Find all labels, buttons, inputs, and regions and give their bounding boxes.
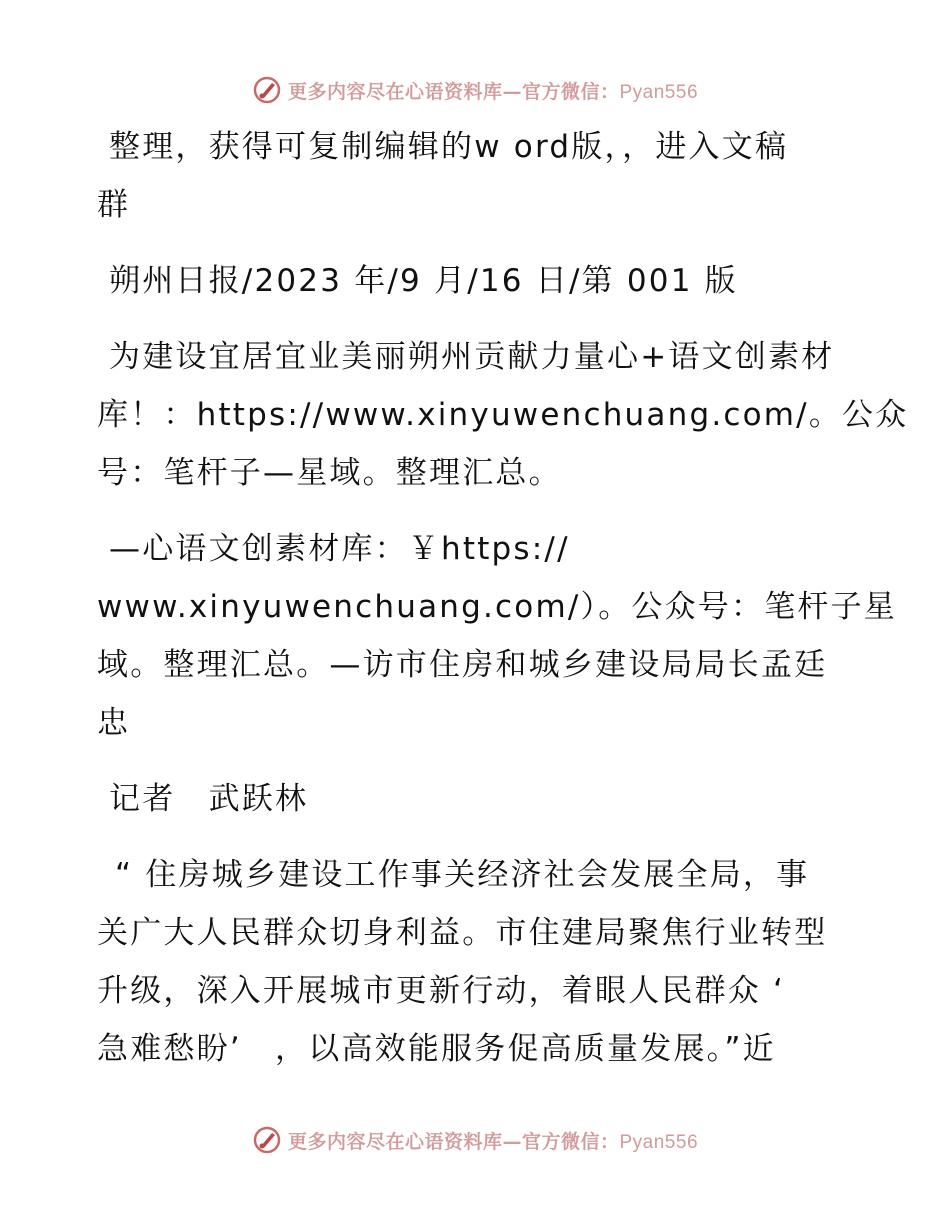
paragraph-line: 库！：https://www.xinyuwenchuang.com/。公众: [97, 397, 909, 433]
article-title-line: 为建设宜居宜业美丽朔州贡献力量心+语文创素材: [109, 339, 835, 375]
paragraph-line: 号：笔杆子—星域。整理汇总。: [97, 455, 562, 491]
watermark-wechat-id: Pyan556: [619, 81, 699, 103]
header-watermark: [0, 70, 950, 110]
newspaper-source-line: 朔州日报/2023 年/9 月/16 日/第 001 版: [109, 263, 738, 299]
brush-logo-icon: [252, 75, 282, 105]
watermark-wechat-id: Pyan556: [619, 1131, 699, 1153]
watermark-text: 更多内容尽在心语资料库—官方微信：Pyan556: [287, 1130, 699, 1153]
paragraph-line: “ 住房城乡建设工作事关经济社会发展全局，事: [115, 857, 810, 893]
reporter-line: 记者 武跃林: [109, 781, 309, 817]
paragraph-line: 域。整理汇总。—访市住房和城乡建设局局长孟廷: [97, 647, 828, 683]
watermark-text: 更多内容尽在心语资料库—官方微信：Pyan556: [287, 80, 699, 103]
paragraph-line: 关广大人民群众切身利益。市住建局聚焦行业转型: [97, 915, 828, 951]
paragraph-line: 整理，获得可复制编辑的w ord版，，进入文稿: [109, 129, 789, 165]
document-body: [97, 118, 909, 1078]
paragraph-line: 忠: [97, 705, 131, 741]
paragraph-line: 群: [97, 187, 131, 223]
footer-watermark: [0, 1120, 950, 1160]
paragraph-line: www.xinyuwenchuang.com/）。公众号：笔杆子星: [97, 589, 898, 625]
paragraph-line: 急难愁盼’ ，以高效能服务促高质量发展。”近: [97, 1031, 776, 1067]
paragraph-line: —心语文创素材库：￥https://: [109, 531, 570, 567]
paragraph-line: 升级，深入开展城市更新行动，着眼人民群众 ‘: [97, 973, 786, 1009]
brush-logo-icon: [252, 1125, 282, 1155]
